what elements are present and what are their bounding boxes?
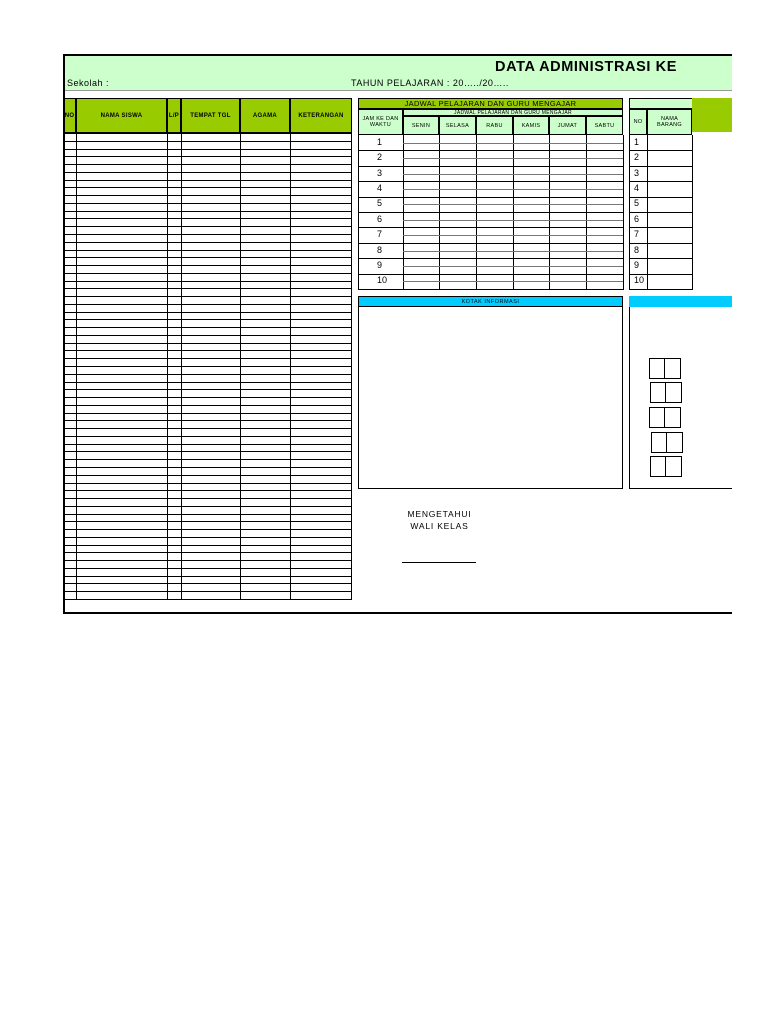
schedule-row-number: 7 — [377, 229, 383, 239]
checkbox-left[interactable] — [650, 456, 666, 477]
inventory-row-number: 8 — [634, 245, 640, 255]
checkbox-left[interactable] — [651, 432, 667, 453]
checkbox-right[interactable] — [666, 432, 683, 453]
inventory-row-line — [629, 289, 693, 290]
signature-line — [402, 562, 476, 563]
day-header-sabtu: SABTU — [586, 116, 623, 135]
schedule-half-line — [403, 174, 623, 175]
student-row-line — [64, 436, 352, 437]
student-row-line — [64, 281, 352, 282]
student-row-line — [64, 335, 352, 336]
student-col-header: AGAMA — [240, 98, 290, 133]
student-col-header: TEMPAT TGL — [181, 98, 240, 133]
checkbox-left[interactable] — [649, 407, 665, 428]
student-row-line — [64, 591, 352, 592]
student-row-line — [64, 459, 352, 460]
schedule-half-line — [403, 251, 623, 252]
schedule-row-number: 6 — [377, 214, 383, 224]
day-header-selasa: SELASA — [439, 116, 476, 135]
day-header-jumat: JUMAT — [549, 116, 586, 135]
student-row-line — [64, 218, 352, 219]
schedule-row-line — [358, 181, 624, 182]
checkbox-right[interactable] — [665, 382, 682, 403]
schedule-half-line — [403, 220, 623, 221]
schedule-row-line — [358, 212, 624, 213]
schedule-half-line — [403, 204, 623, 205]
student-row-line — [64, 133, 352, 134]
schedule-title: JADWAL PELAJARAN DAN GURU MENGAJAR — [358, 98, 623, 109]
student-row-line — [64, 397, 352, 398]
inventory-row-number: 3 — [634, 168, 640, 178]
student-row-line — [64, 420, 352, 421]
schedule-row-number: 2 — [377, 152, 383, 162]
schedule-row-line — [358, 274, 624, 275]
inventory-green-block — [692, 98, 732, 132]
student-row-line — [64, 265, 352, 266]
student-row-line — [64, 521, 352, 522]
inventory-row-number: 4 — [634, 183, 640, 193]
student-row-line — [64, 164, 352, 165]
student-row-line — [64, 149, 352, 150]
student-row-line — [64, 529, 352, 530]
day-header-kamis: KAMIS — [513, 116, 549, 135]
student-row-line — [64, 327, 352, 328]
checkbox-right[interactable] — [664, 407, 681, 428]
jam-header: JAM KE DAN WAKTU — [358, 109, 403, 135]
student-row-line — [64, 242, 352, 243]
info-box — [358, 296, 623, 489]
student-row-line — [64, 141, 352, 142]
student-row-line — [64, 234, 352, 235]
student-row-line — [64, 366, 352, 367]
student-row-line — [64, 576, 352, 577]
schedule-row-line — [358, 166, 624, 167]
student-row-line — [64, 358, 352, 359]
student-row-line — [64, 483, 352, 484]
student-row-line — [64, 250, 352, 251]
inventory-row-line — [629, 166, 693, 167]
student-row-line — [64, 444, 352, 445]
tahun-pelajaran-label: TAHUN PELAJARAN : 20…../20….. — [351, 78, 509, 88]
student-row-line — [64, 156, 352, 157]
student-row-line — [64, 319, 352, 320]
mengetahui-label: MENGETAHUI — [407, 509, 472, 519]
student-row-line — [64, 498, 352, 499]
schedule-row-line — [358, 150, 624, 151]
student-row-line — [64, 296, 352, 297]
schedule-row-line — [358, 258, 624, 259]
schedule-half-line — [403, 235, 623, 236]
schedule-row-line — [358, 243, 624, 244]
student-row-line — [64, 475, 352, 476]
schedule-half-line — [403, 189, 623, 190]
inventory-row-line — [629, 212, 693, 213]
student-row-line — [64, 545, 352, 546]
student-row-line — [64, 374, 352, 375]
checkbox-right[interactable] — [665, 456, 682, 477]
spreadsheet-sheet — [63, 54, 732, 614]
schedule-half-line — [403, 158, 623, 159]
student-row-line — [64, 257, 352, 258]
student-row-line — [64, 599, 352, 600]
student-row-line — [64, 451, 352, 452]
schedule-row-number: 10 — [377, 275, 388, 285]
student-row-line — [64, 203, 352, 204]
student-row-line — [64, 389, 352, 390]
inventory-row-number: 6 — [634, 214, 640, 224]
schedule-row-line — [358, 197, 624, 198]
inventory-nama-header: NAMA BARANG — [647, 109, 692, 135]
student-row-line — [64, 490, 352, 491]
student-row-line — [64, 304, 352, 305]
student-row-line — [64, 211, 352, 212]
student-row-line — [64, 195, 352, 196]
checkbox-right[interactable] — [664, 358, 681, 379]
student-row-line — [64, 226, 352, 227]
inventory-row-line — [629, 243, 693, 244]
student-row-line — [64, 288, 352, 289]
student-row-line — [64, 514, 352, 515]
student-row-line — [64, 537, 352, 538]
inventory-row-line — [629, 227, 693, 228]
schedule-half-line — [403, 281, 623, 282]
student-row-line — [64, 405, 352, 406]
inventory-row-line — [629, 150, 693, 151]
schedule-row-number: 4 — [377, 183, 383, 193]
schedule-half-line — [403, 143, 623, 144]
schedule-row-number: 9 — [377, 260, 383, 270]
schedule-row-number: 8 — [377, 245, 383, 255]
student-row-line — [64, 428, 352, 429]
student-row-line — [64, 180, 352, 181]
checkbox-left[interactable] — [649, 358, 665, 379]
schedule-row-line — [358, 227, 624, 228]
page-title: DATA ADMINISTRASI KE — [495, 59, 677, 75]
student-row-line — [64, 560, 352, 561]
student-row-line — [64, 343, 352, 344]
day-header-senin: SENIN — [403, 116, 439, 135]
student-row-line — [64, 568, 352, 569]
inventory-row-number: 5 — [634, 198, 640, 208]
student-row-line — [64, 552, 352, 553]
schedule-subtitle: JADWAL PELAJARAN DAN GURU MENGAJAR — [403, 109, 623, 116]
inventory-row-line — [629, 258, 693, 259]
schedule-row-line — [358, 289, 624, 290]
student-col-header: L/P — [167, 98, 181, 133]
student-row-line — [64, 506, 352, 507]
inventory-row-line — [629, 181, 693, 182]
student-row-line — [64, 413, 352, 414]
student-row-line — [64, 350, 352, 351]
inventory-row-number: 9 — [634, 260, 640, 270]
inventory-row-number: 10 — [634, 275, 645, 285]
checkbox-left[interactable] — [650, 382, 666, 403]
inventory-row-number: 2 — [634, 152, 640, 162]
sekolah-label: Sekolah : — [67, 78, 110, 88]
student-row-line — [64, 273, 352, 274]
schedule-half-line — [403, 266, 623, 267]
student-row-line — [64, 187, 352, 188]
student-col-header: NO — [63, 98, 76, 133]
student-row-line — [64, 172, 352, 173]
inventory-row-number: 1 — [634, 137, 640, 147]
schedule-row-number: 5 — [377, 198, 383, 208]
student-row-line — [64, 583, 352, 584]
student-row-line — [64, 467, 352, 468]
inventory-no-header: NO — [629, 109, 647, 135]
wali-kelas-label: WALI KELAS — [410, 521, 469, 531]
day-header-rabu: RABU — [476, 116, 513, 135]
right-info-box-title-bar — [629, 296, 732, 307]
title-bar — [65, 56, 732, 91]
inventory-row-number: 7 — [634, 229, 640, 239]
info-box-title: KOTAK INFORMASI — [358, 296, 623, 307]
student-row-line — [64, 312, 352, 313]
schedule-row-number: 3 — [377, 168, 383, 178]
student-col-header: NAMA SISWA — [76, 98, 167, 133]
student-col-header: KETERANGAN — [290, 98, 352, 133]
student-row-line — [64, 382, 352, 383]
schedule-row-number: 1 — [377, 137, 383, 147]
